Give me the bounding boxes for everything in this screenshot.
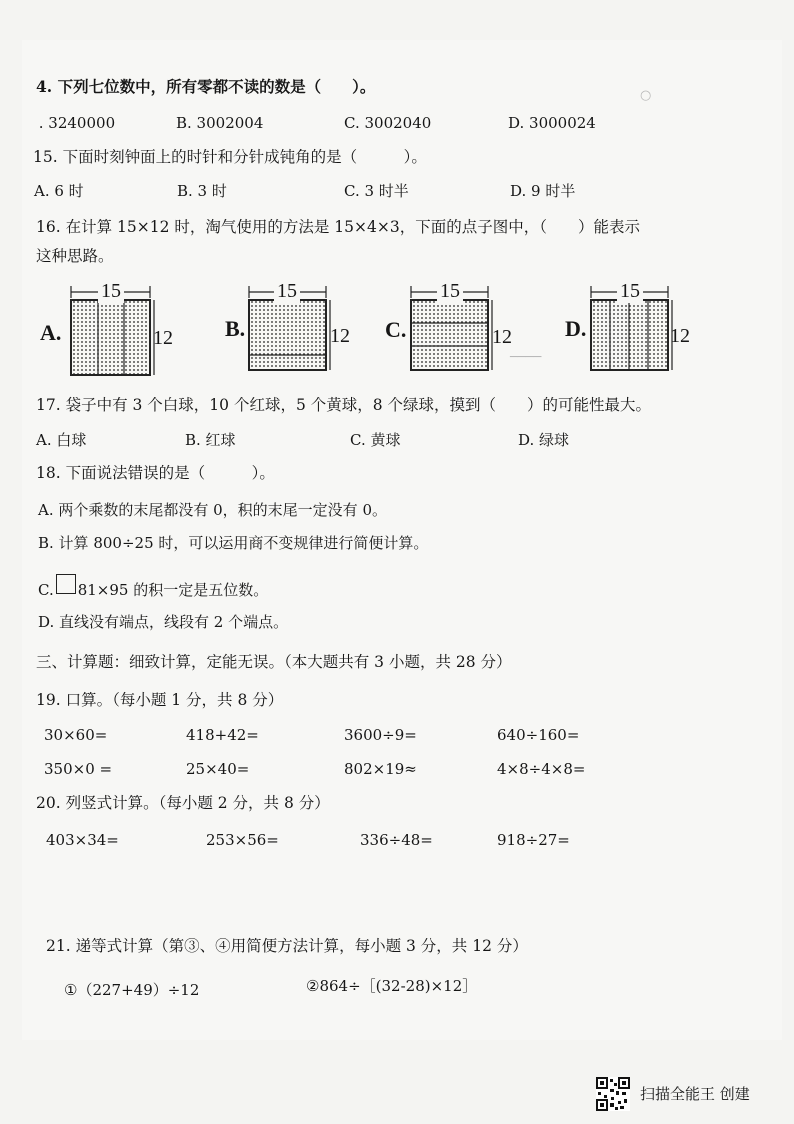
q17-option-c: C. 黄球	[350, 431, 401, 449]
figure-b-letter: B.	[225, 316, 246, 341]
figure-b-height-label: 12	[330, 325, 350, 347]
figure-c-height-label: 12	[492, 326, 512, 348]
q21-item: ②864÷［(32-28)×12］	[306, 977, 478, 995]
q15-option-c: C. 3 时半	[344, 182, 409, 200]
q15-stem: 15. 下面时刻钟面上的时针和分针成钝角的是（ ）。	[33, 148, 427, 166]
q15-option-a: A. 6 时	[34, 182, 84, 200]
figure-d-letter: D.	[565, 316, 587, 341]
figure-a-letter: A.	[40, 320, 62, 345]
q17-option-d: D. 绿球	[518, 431, 570, 449]
q19-item: 640÷160=	[497, 726, 580, 744]
show-through-mark: ────	[510, 350, 542, 365]
figure-d-height-label: 12	[670, 325, 690, 347]
q17-option-b: B. 红球	[185, 431, 236, 449]
q17-option-a: A. 白球	[36, 431, 87, 449]
figure-a-height-label: 12	[153, 327, 173, 349]
q19-item: 802×19≈	[344, 760, 417, 778]
q18-option-a: A. 两个乘数的末尾都没有 0，积的末尾一定没有 0。	[38, 501, 387, 519]
q14-option-a: . 3240000	[34, 114, 116, 132]
q19-stem: 19. 口算。（每小题 1 分，共 8 分）	[36, 691, 284, 709]
q16-stem-line2: 这种思路。	[36, 247, 114, 265]
q14-option-d: D. 3000024	[508, 114, 596, 132]
q21-stem: 21. 递等式计算（第③、④用简便方法计算，每小题 3 分，共 12 分）	[46, 937, 528, 955]
section-3-title: 三、计算题：细致计算，定能无误。（本大题共有 3 小题，共 28 分）	[36, 653, 512, 671]
q19-item: 3600÷9=	[344, 726, 417, 744]
q20-item: 918÷27=	[497, 831, 570, 849]
scanner-watermark	[596, 1075, 786, 1113]
digit-blank-box[interactable]	[56, 574, 76, 594]
figure-c-letter: C.	[385, 317, 407, 342]
q20-item: 336÷48=	[360, 831, 433, 849]
q18-option-d: D. 直线没有端点，线段有 2 个端点。	[38, 613, 289, 631]
figure-a-width-label: 15	[98, 280, 124, 303]
q18-option-c	[38, 574, 268, 600]
q14-option-b: B. 3002004	[176, 114, 264, 132]
q20-item: 403×34=	[46, 831, 119, 849]
q18-option-c-text: 81×95 的积一定是五位数。	[77, 581, 269, 599]
q21-item: ①（227+49）÷12	[64, 981, 200, 999]
q14-option-c: C. 3002040	[344, 114, 432, 132]
q18-option-c-prefix: C.	[38, 581, 54, 599]
q15-option-d: D. 9 时半	[510, 182, 576, 200]
q18-option-b: B. 计算 800÷25 时，可以运用商不变规律进行简便计算。	[38, 534, 429, 552]
figure-c-width-label: 15	[437, 280, 463, 303]
show-through-mark: ○	[640, 88, 652, 103]
q16-stem-line1: 16. 在计算 15×12 时，淘气使用的方法是 15×4×3，下面的点子图中，（ ）能表示	[36, 218, 640, 236]
figure-d-width-label: 15	[617, 280, 643, 303]
q19-item: 350×0 =	[44, 760, 113, 778]
scanner-label: 扫描全能王 创建	[640, 1085, 750, 1103]
q19-item: 418+42=	[186, 726, 259, 744]
q15-option-b: B. 3 时	[177, 182, 227, 200]
q20-stem: 20. 列竖式计算。（每小题 2 分，共 8 分）	[36, 794, 330, 812]
q14-stem: 4. 下列七位数中，所有零都不读的数是（ ）。	[36, 77, 376, 96]
figure-b-width-label: 15	[274, 280, 300, 303]
q19-item: 4×8÷4×8=	[497, 760, 586, 778]
q19-item: 30×60=	[44, 726, 108, 744]
q20-item: 253×56=	[206, 831, 279, 849]
qr-code-icon	[596, 1077, 630, 1111]
q17-stem: 17. 袋子中有 3 个白球，10 个红球，5 个黄球，8 个绿球，摸到（ ）的可能性最大。	[36, 396, 652, 414]
q19-item: 25×40=	[186, 760, 250, 778]
q18-stem: 18. 下面说法错误的是（ ）。	[36, 464, 275, 482]
